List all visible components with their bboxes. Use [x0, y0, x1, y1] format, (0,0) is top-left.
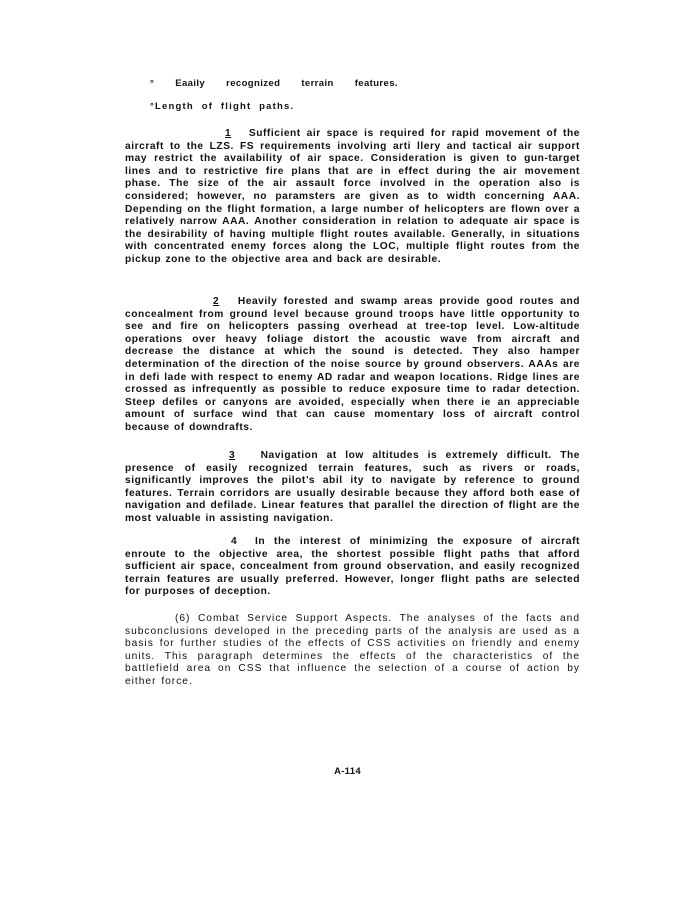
paragraph-number: 1	[225, 128, 232, 139]
page-number: A-114	[334, 766, 361, 777]
paragraph-number: 3	[229, 450, 236, 461]
paragraph-number: 2	[213, 296, 220, 307]
bullet-flight-paths: °Length of flight paths.	[150, 101, 295, 112]
paragraph-css-aspects	[125, 613, 580, 689]
paragraph-text: (6) Combat Service Support Aspects. The analyses of the facts and subconclusions developed in the preceding parts of the analysis are used as a basis for further studies of the effects of CSS activities on friendly and enemy units. This paragraph determines the effects of the characteristics of the battlefield area on CSS that influence the selection of a course of action by either force.	[125, 613, 580, 687]
paragraph-air-space	[125, 128, 580, 267]
paragraph-number: 4	[231, 536, 238, 547]
bullet-terrain-features: ° Eaaily recognized terrain features.	[150, 78, 398, 89]
paragraph-forested-areas	[125, 296, 580, 435]
paragraph-navigation	[125, 450, 580, 526]
paragraph-flight-paths	[125, 536, 580, 599]
paragraph-text: Sufficient air space is required for rapid movement of the aircraft to the LZS. FS requirements involving arti llery and tactical air support may restrict the availability of air space. Consideration is given to gun-target lines and to restrictive fire plans that are in effect during the air movement phase. The size of the air assault force involved in the operation also is considered; however, no paramsters are given as to width concerning AAA. Depending on the flight formation, a large number of helicopters are flown over a relatively narrow AAA. Another consideration in relation to adequate air space is the desirability of having multiple flight routes available. Generally, in situations with concentrated enemy forces along the LOC, multiple flight routes from the pickup zone to the objective area and back are desirable.	[125, 128, 580, 265]
paragraph-text: In the interest of minimizing the exposure of aircraft enroute to the objective area, the shortest possible flight paths that afford sufficient air space, concealment from ground observation, and easily recognized terrain features are usually preferred. However, longer flight paths are selected for purposes of deception.	[125, 536, 581, 598]
paragraph-text: Heavily forested and swamp areas provide good routes and concealment from ground level because ground troops have little opportunity to see and fire on helicopters passing overhead at tree-top level. Low-altitude operations over heavy foliage distort the acoustic wave from aircraft and decrease the distance at which the sound is detected. They also hamper determination of the direction of the noise source by ground observers. AAAs are in defi lade with respect to enemy AD radar and weapon locations. Ridge lines are crossed as infrequently as possible to reduce exposure time to radar detection. Steep defiles or canyons are avoided, especially when there ie an appreciable amount of surface wind that can cause momentary loss of aircraft control because of downdrafts.	[125, 296, 580, 433]
paragraph-text: Navigation at low altitudes is extremely difficult. The presence of easily recognized terrain features, such as rivers or roads, significantly improves the pilot’s abil ity to navigate by reference to ground features. Terrain corridors are usually desirable because they afford both ease of navigation and defilade. Linear features that parallel the direction of flight are the most valuable in assisting navigation.	[125, 450, 580, 524]
